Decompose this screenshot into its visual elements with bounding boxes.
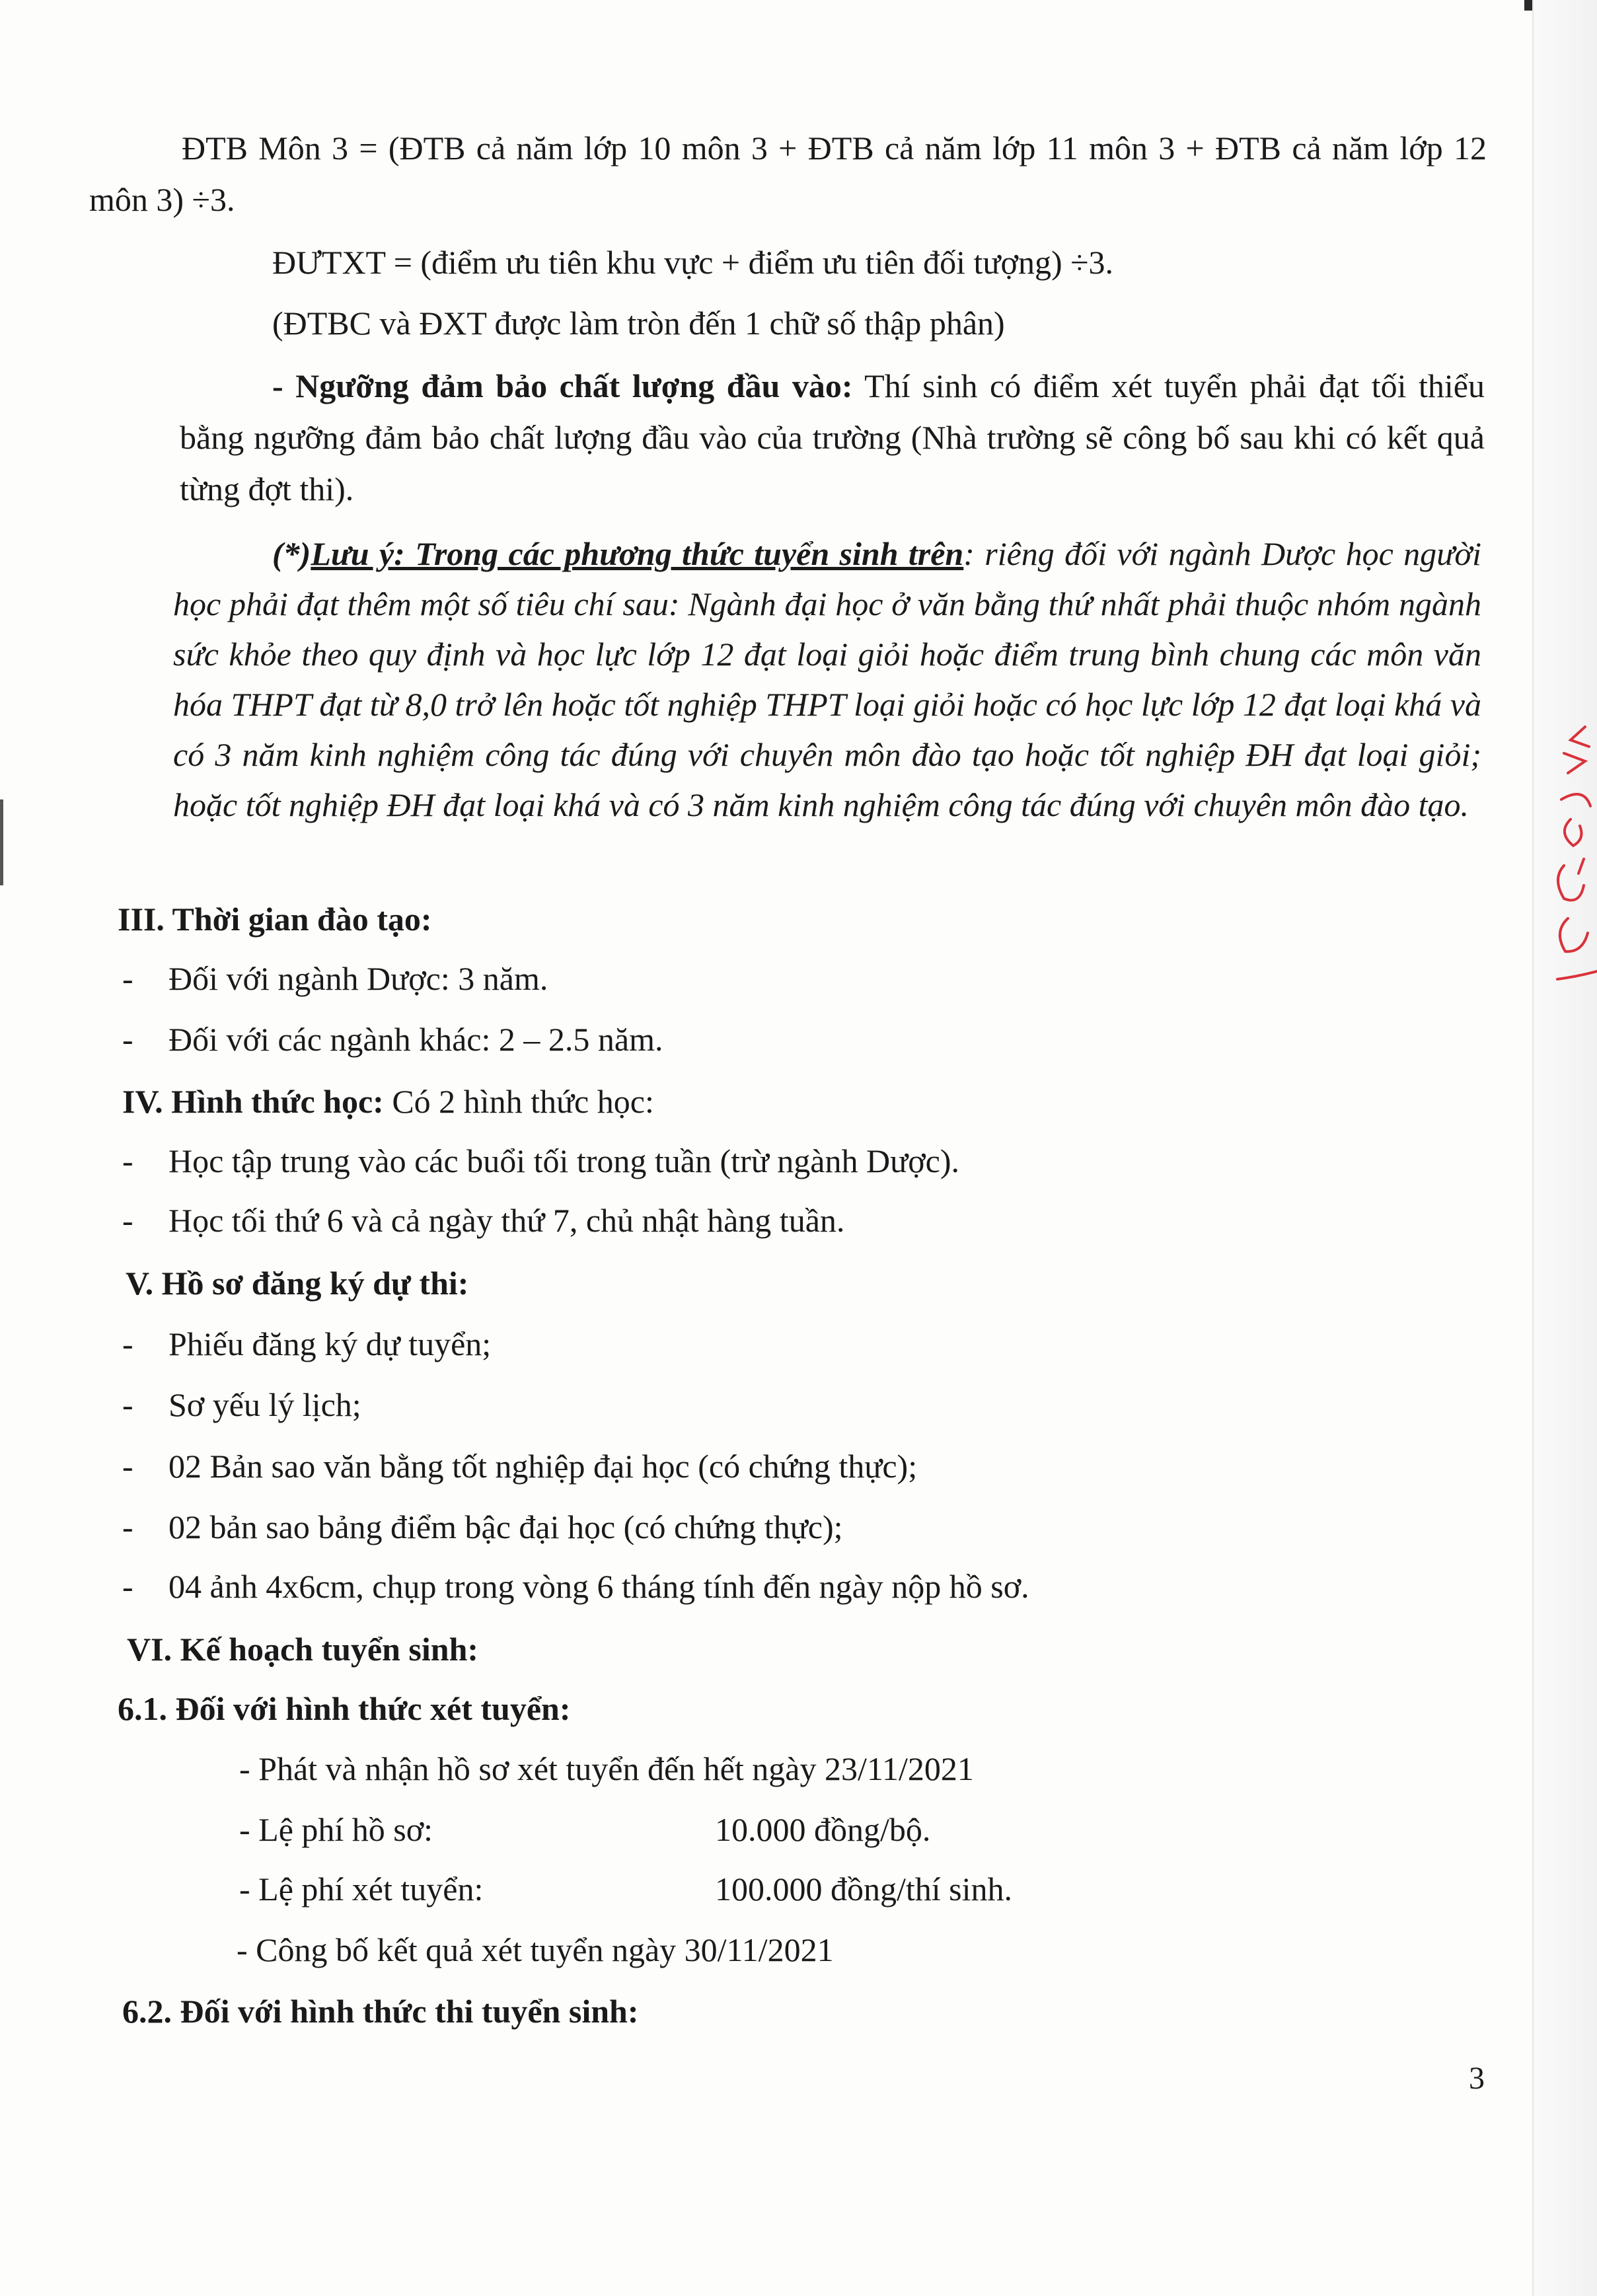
- section-6-2-heading: 6.2. Đối với hình thức thi tuyển sinh:: [122, 1993, 639, 2030]
- list-item: - 02 bản sao bảng điểm bậc đại học (có chứng thực);: [122, 1508, 843, 1545]
- fee-row: [239, 1804, 1495, 1855]
- list-item: - Đối với các ngành khác: 2 – 2.5 năm.: [122, 1021, 663, 1058]
- scan-left-edge-mark: [0, 799, 3, 885]
- list-item: - Phiếu đăng ký dự tuyển;: [122, 1325, 492, 1362]
- list-item: - 04 ảnh 4x6cm, chụp trong vòng 6 tháng tính đến ngày nộp hồ sơ.: [122, 1568, 1029, 1605]
- fee-row: [239, 1863, 1495, 1915]
- formula-dtb-mon3: ĐTB Môn 3 = (ĐTB cả năm lớp 10 môn 3 + ĐTB cả năm lớp 11 môn 3 + ĐTB cả năm lớp 12 môn 3) ÷3.: [89, 130, 1487, 218]
- section-6-heading: VI. Kế hoạch tuyển sinh:: [127, 1631, 479, 1668]
- fee-value: 10.000 đồng/bộ.: [715, 1811, 931, 1848]
- note-paragraph: [173, 529, 1481, 830]
- note-prefix: (*): [272, 535, 311, 572]
- threshold-paragraph: [180, 360, 1485, 515]
- threshold-text: Thí sinh có điểm xét tuyển phải đạt tối thiểu bằng ngưỡng đảm bảo chất lượng đầu vào của trường (Nhà trường sẽ công bố sau khi có kết quả từng đợt thi).: [180, 367, 1485, 507]
- list-item: - Học tối thứ 6 và cả ngày thứ 7, chủ nhật hàng tuần.: [122, 1202, 845, 1239]
- list-item: - Sơ yếu lý lịch;: [122, 1386, 361, 1423]
- threshold-label: - Ngưỡng đảm bảo chất lượng đầu vào:: [272, 367, 853, 404]
- scan-right-edge: [1532, 0, 1597, 2296]
- rounding-note: (ĐTBC và ĐXT được làm tròn đến 1 chữ số thập phân): [272, 305, 1005, 342]
- section-5-heading: V. Hồ sơ đăng ký dự thi:: [126, 1265, 469, 1302]
- note-label: Lưu ý: Trong các phương thức tuyển sinh trên: [311, 535, 964, 572]
- formula-dutxt: ĐƯTXT = (điểm ưu tiên khu vực + điểm ưu tiên đối tượng) ÷3.: [272, 244, 1114, 281]
- section-4-heading: IV. Hình thức học: Có 2 hình thức học:: [122, 1083, 654, 1120]
- fee-label: - Lệ phí xét tuyển:: [239, 1870, 484, 1907]
- note-text: : riêng đối với ngành Dược học người học phải đạt thêm một số tiêu chí sau: Ngành đại học ở văn bằng thứ nhất phải thuộc nhóm ngành sức khỏe theo quy định và học lực lớp 12 đạt loại giỏi hoặc điểm trung bình chung các môn văn hóa THPT đạt từ 8,0 trở lên hoặc tốt nghiệp THPT loại giỏi hoặc có học lực lớp 12 đạt loại khá và có 3 năm kinh nghiệm công tác đúng với chuyên môn đào tạo hoặc tốt nghiệp ĐH đạt loại giỏi; hoặc tốt nghiệp ĐH đạt loại khá và có 3 năm kinh nghiệm công tác đúng với chuyên môn đào tạo.: [173, 535, 1481, 823]
- section-6-1-heading: 6.1. Đối với hình thức xét tuyển:: [118, 1690, 571, 1727]
- red-stamp-fragment: [1544, 720, 1597, 998]
- fee-value: 100.000 đồng/thí sinh.: [715, 1870, 1013, 1907]
- xet-tuyen-deadline: - Phát và nhận hồ sơ xét tuyển đến hết ngày 23/11/2021: [239, 1750, 974, 1787]
- result-announcement: - Công bố kết quả xét tuyển ngày 30/11/2021: [237, 1931, 834, 1968]
- list-item: - Học tập trung vào các buổi tối trong tuần (trừ ngành Dược).: [122, 1142, 959, 1179]
- section-3-heading: III. Thời gian đào tạo:: [118, 901, 432, 938]
- page-number: 3: [1469, 2061, 1485, 2096]
- fee-label: - Lệ phí hồ sơ:: [239, 1811, 433, 1848]
- list-item: - Đối với ngành Dược: 3 năm.: [122, 960, 548, 997]
- list-item: - 02 Bản sao văn bằng tốt nghiệp đại học (có chứng thực);: [122, 1448, 918, 1485]
